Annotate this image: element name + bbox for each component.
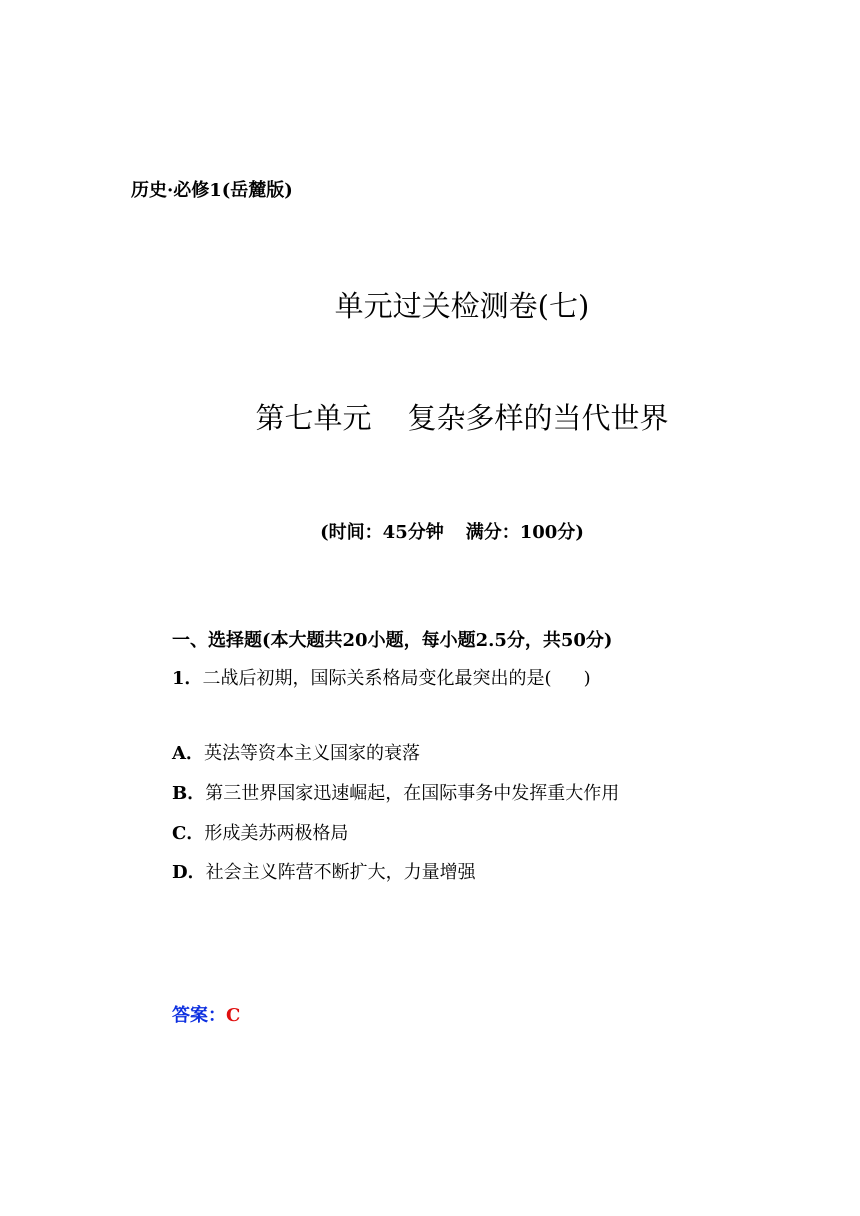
option-c [172,819,348,845]
unit-title [0,396,860,437]
section-heading [172,626,612,652]
answer-label: 答案： [172,1005,226,1026]
section-label: 一、选择题 [172,630,262,651]
question-text: 二战后初期，国际关系格局变化最突出的是( [202,668,552,689]
answer-value: C [226,1005,241,1026]
option-text: 第三世界国家迅速崛起，在国际事务中发挥重大作用 [205,783,620,804]
option-text: 英法等资本主义国家的衰落 [203,743,420,764]
document-header: 历史·必修1(岳麓版) [131,180,293,201]
unit-theme: 复杂多样的当代世界 [407,401,669,435]
exam-info [0,518,860,544]
exam-info-open: ( [320,522,329,543]
question-close: ) [583,668,591,689]
option-letter: D． [172,862,206,883]
option-a [172,739,420,765]
option-b [172,779,619,805]
option-letter: A． [172,743,204,764]
answer [172,1001,240,1027]
option-letter: C． [172,823,205,844]
section-description: (本大题共20小题，每小题2.5分，共50分) [262,630,613,651]
unit-name: 第七单元 [255,401,372,435]
exam-info-close: ) [575,522,584,543]
question-1 [172,664,591,690]
page-title: 单元过关检测卷(七) [334,289,590,323]
option-d [172,858,476,884]
option-letter: B． [172,783,206,804]
option-text: 形成美苏两极格局 [204,823,349,844]
question-number: 1． [172,668,203,689]
option-text: 社会主义阵营不断扩大，力量增强 [205,862,476,883]
exam-time: 时间：45分钟 [328,522,444,543]
exam-score: 满分：100分 [465,522,576,543]
